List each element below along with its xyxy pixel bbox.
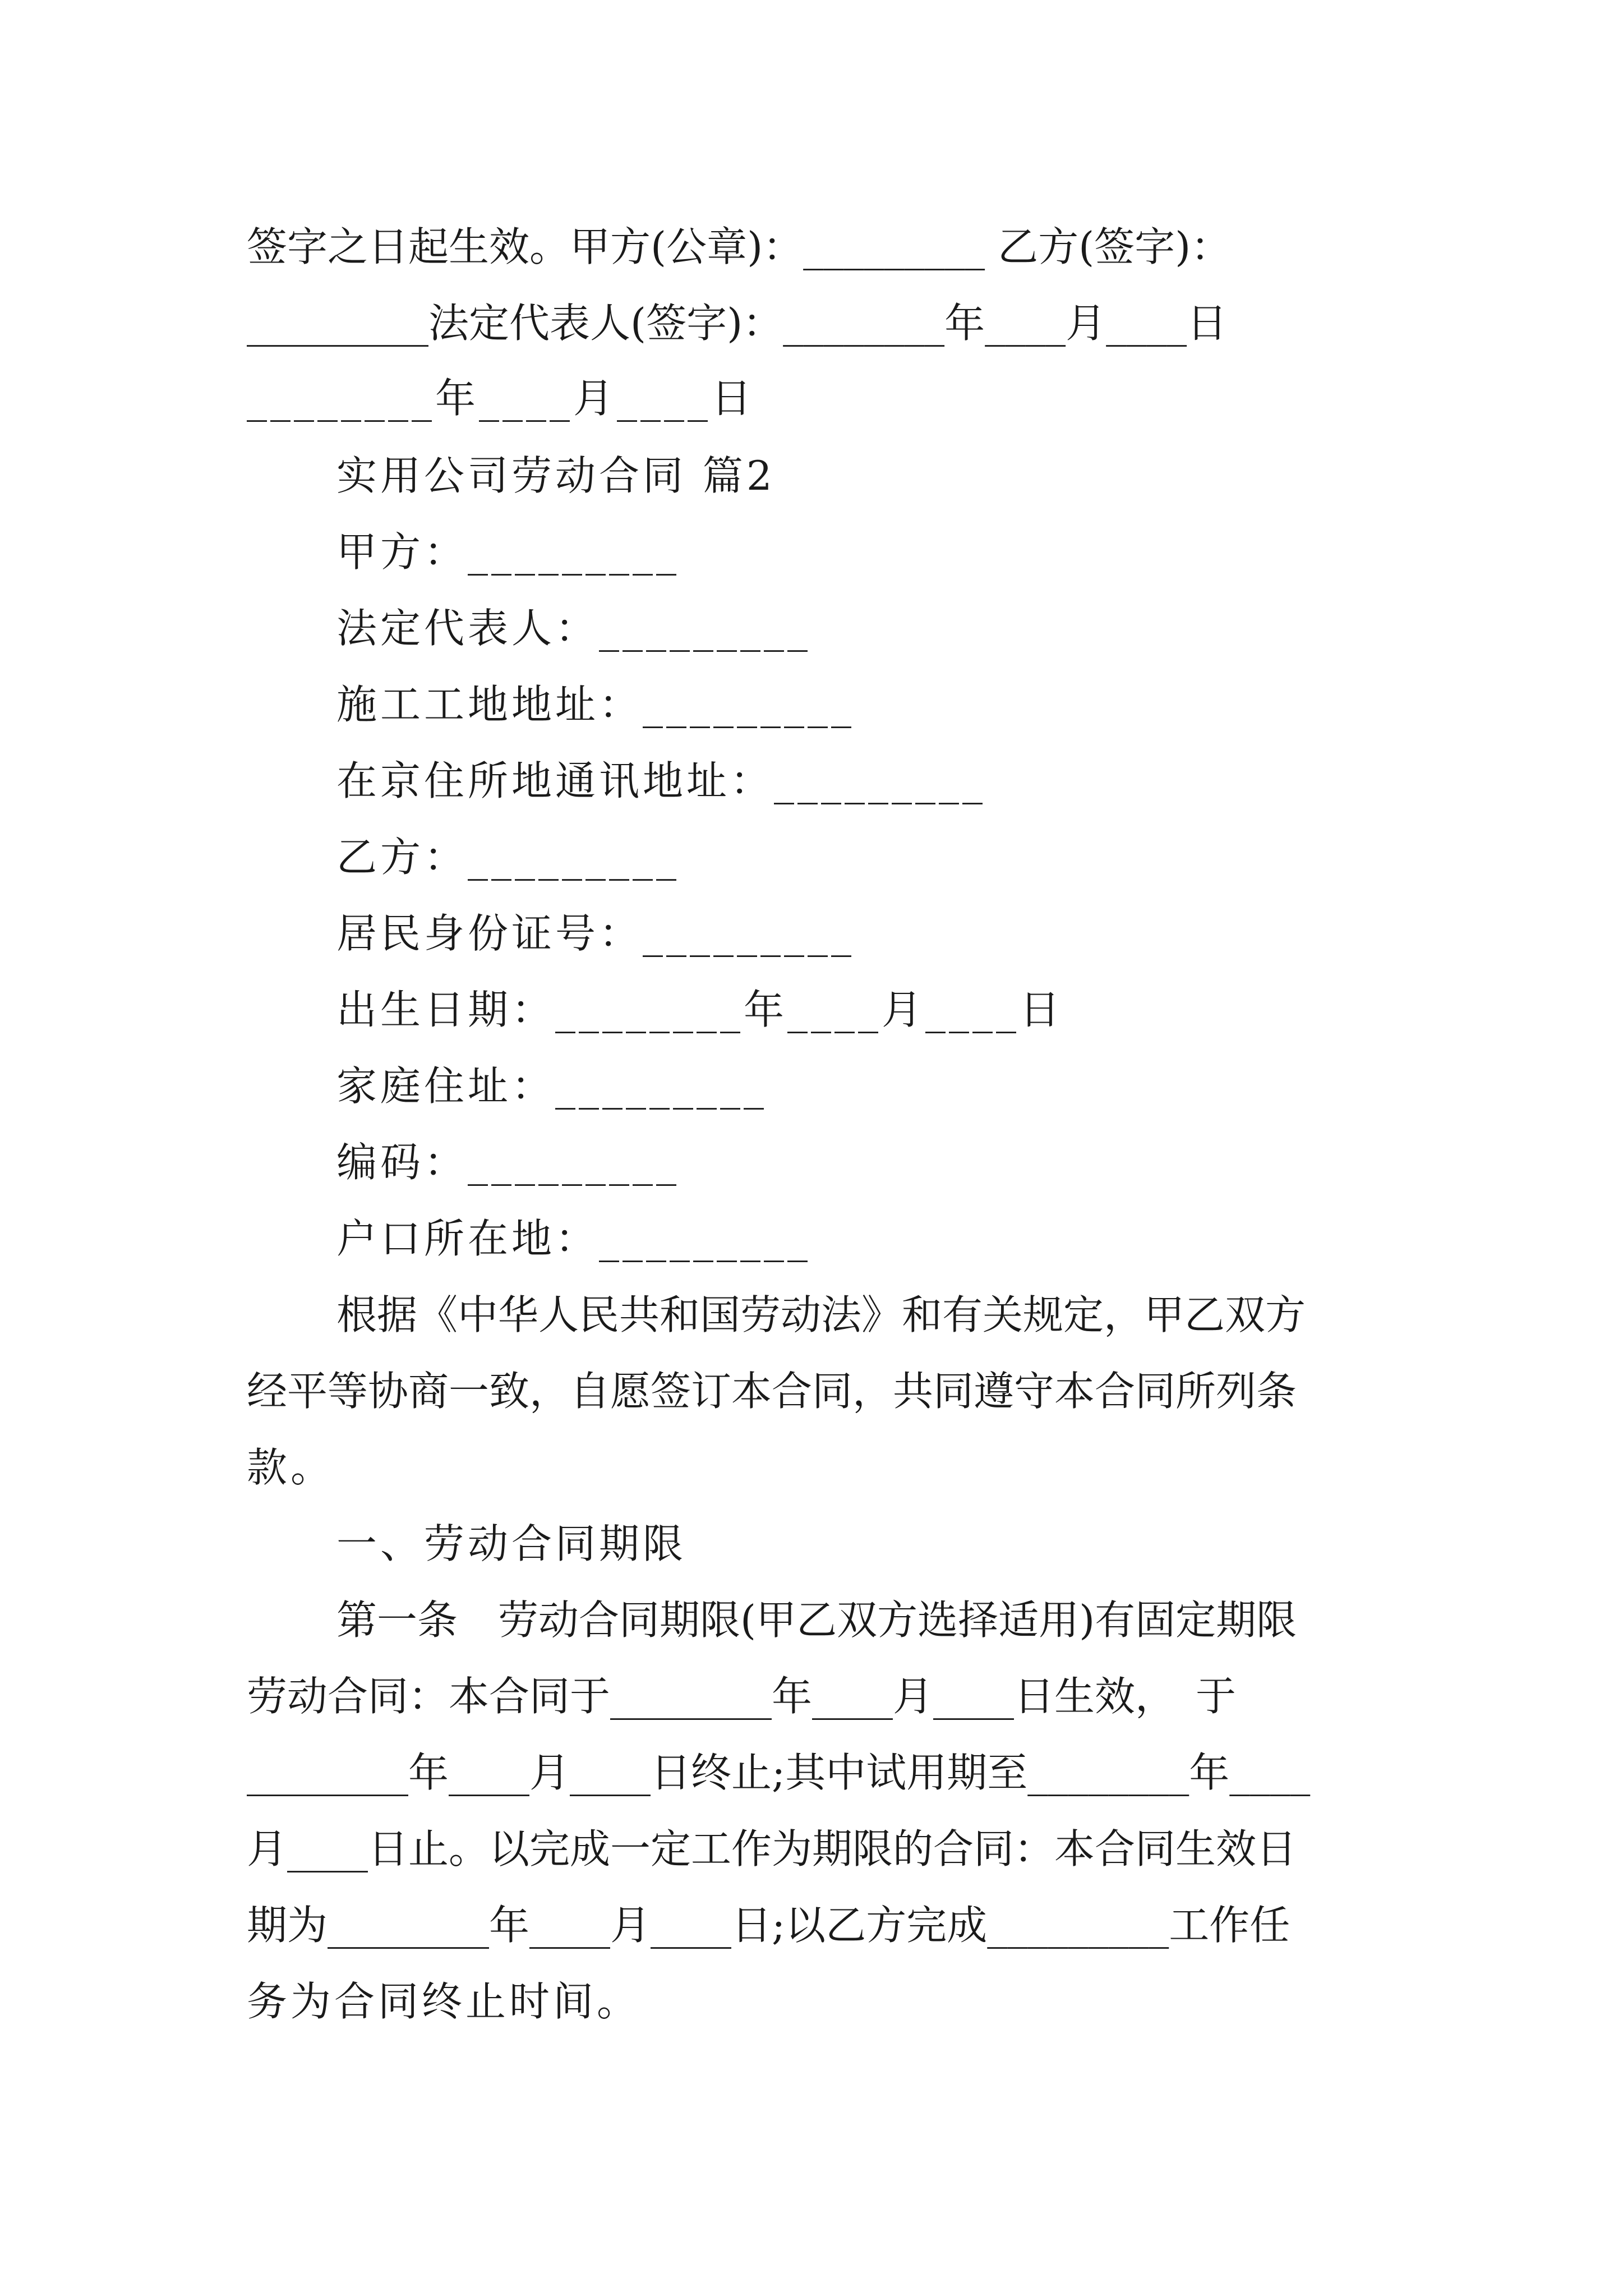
birth-date-field: 出生日期：________年____月____日 bbox=[336, 986, 1064, 1033]
section-heading: 一、劳动合同期限 bbox=[336, 1520, 687, 1567]
text-line: ________年____月____日终止;其中试用期至________年____ bbox=[247, 1749, 1311, 1796]
text-line: 签字之日起生效。甲方(公章)：_________ 乙方(签字)： bbox=[247, 223, 1232, 270]
party-a-field: 甲方：_________ bbox=[336, 528, 680, 576]
text-line: 第一条 劳动合同期限(甲乙双方选择适用)有固定期限 bbox=[336, 1596, 1297, 1644]
postcode-field: 编码：_________ bbox=[336, 1139, 680, 1186]
text-line: 根据《中华人民共和国劳动法》和有关规定，甲乙双方 bbox=[336, 1291, 1306, 1338]
section-title: 实用公司劳动合同 篇2 bbox=[336, 452, 776, 499]
paragraph-line bbox=[247, 1898, 1391, 1952]
signature-clause-line bbox=[247, 220, 1391, 274]
text-line: 经平等协商一致，自愿签订本合同，共同遵守本合同所列条 bbox=[247, 1368, 1297, 1415]
text-line: _________法定代表人(签字)：________年____月____日 bbox=[247, 300, 1228, 347]
paragraph-line bbox=[247, 1822, 1391, 1876]
date-line: ________年____月____日 bbox=[247, 375, 755, 422]
legal-rep-field: 法定代表人：_________ bbox=[336, 605, 811, 652]
beijing-address-field: 在京住所地通讯地址：_________ bbox=[336, 757, 986, 804]
paragraph-line bbox=[247, 1669, 1391, 1723]
paragraph-line bbox=[247, 1746, 1391, 1800]
paragraph-line bbox=[247, 1364, 1391, 1418]
legal-rep-signature-line bbox=[247, 296, 1391, 350]
text-line: 劳动合同：本合同于________年____月____日生效， 于 bbox=[247, 1673, 1237, 1720]
paragraph-line: 务为合同终止时间。 bbox=[247, 1978, 641, 2025]
household-registration-field: 户口所在地：_________ bbox=[336, 1215, 811, 1262]
party-b-field: 乙方：_________ bbox=[336, 834, 680, 881]
site-address-field: 施工工地地址：_________ bbox=[336, 681, 855, 728]
text-line: 期为________年____月____日;以乙方完成_________工作任 bbox=[247, 1902, 1290, 1949]
text-line: 月____日止。以完成一定工作为期限的合同：本合同生效日 bbox=[247, 1825, 1297, 1872]
paragraph-line bbox=[336, 1288, 1391, 1342]
home-address-field: 家庭住址：_________ bbox=[336, 1062, 768, 1110]
paragraph-line bbox=[336, 1593, 1391, 1647]
id-number-field: 居民身份证号：_________ bbox=[336, 910, 855, 957]
paragraph-line: 款。 bbox=[247, 1444, 335, 1491]
